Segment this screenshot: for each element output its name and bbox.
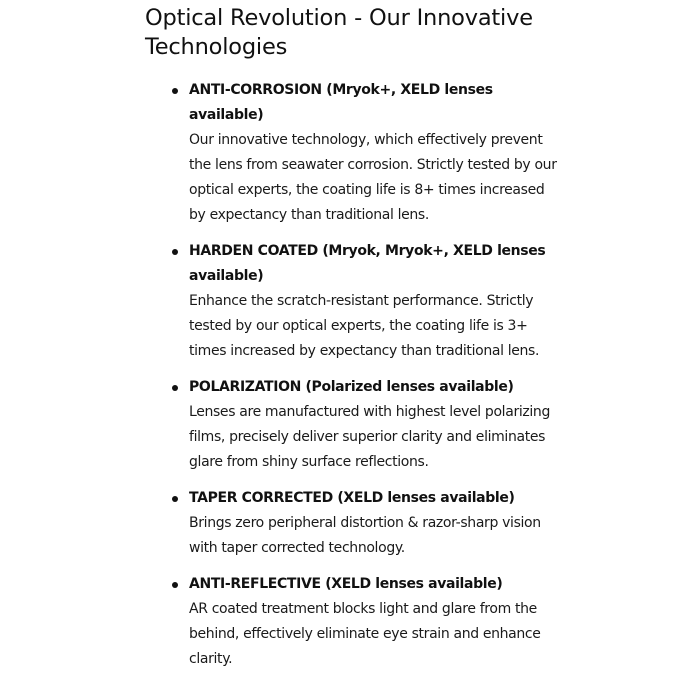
bullet-icon xyxy=(172,249,178,255)
page-title: Optical Revolution - Our Innovative Technologies xyxy=(145,5,533,60)
feature-item-taper-corrected xyxy=(189,486,564,561)
feature-heading: POLARIZATION (Polarized lenses available) xyxy=(189,379,514,395)
feature-heading: TAPER CORRECTED (XELD lenses available) xyxy=(189,490,515,506)
bullet-icon xyxy=(172,385,178,391)
feature-heading: ANTI-REFLECTIVE (XELD lenses available) xyxy=(189,576,503,592)
feature-item-polarization xyxy=(189,375,564,475)
content-section xyxy=(145,4,565,667)
feature-description: Lenses are manufactured with highest level polarizing films, precisely deliver superior clarity and eliminates glare from shiny surface reflections. xyxy=(189,404,550,470)
bullet-icon xyxy=(172,88,178,94)
feature-description: Brings zero peripheral distortion & razor-sharp vision with taper corrected technology. xyxy=(189,515,541,556)
feature-description: Enhance the scratch-resistant performance. Strictly tested by our optical experts, the coating life is 3+ times increased by expectancy than traditional lens. xyxy=(189,293,540,359)
feature-heading: HARDEN COATED (Mryok, Mryok+, XELD lenses available) xyxy=(189,243,546,284)
feature-item-harden-coated xyxy=(189,239,564,364)
bullet-icon xyxy=(172,496,178,502)
feature-description: AR coated treatment blocks light and glare from the behind, effectively eliminate eye strain and enhance clarity. xyxy=(189,601,541,667)
technology-list xyxy=(189,78,564,683)
bullet-icon xyxy=(172,582,178,588)
feature-description: Our innovative technology, which effectively prevent the lens from seawater corrosion. Strictly tested by our optical experts, the coating life is 8+ times increased by expectancy than traditional lens. xyxy=(189,132,557,223)
feature-item-anti-reflective xyxy=(189,572,564,672)
feature-item-anti-corrosion xyxy=(189,78,564,228)
feature-heading: ANTI-CORROSION (Mryok+, XELD lenses available) xyxy=(189,82,493,123)
